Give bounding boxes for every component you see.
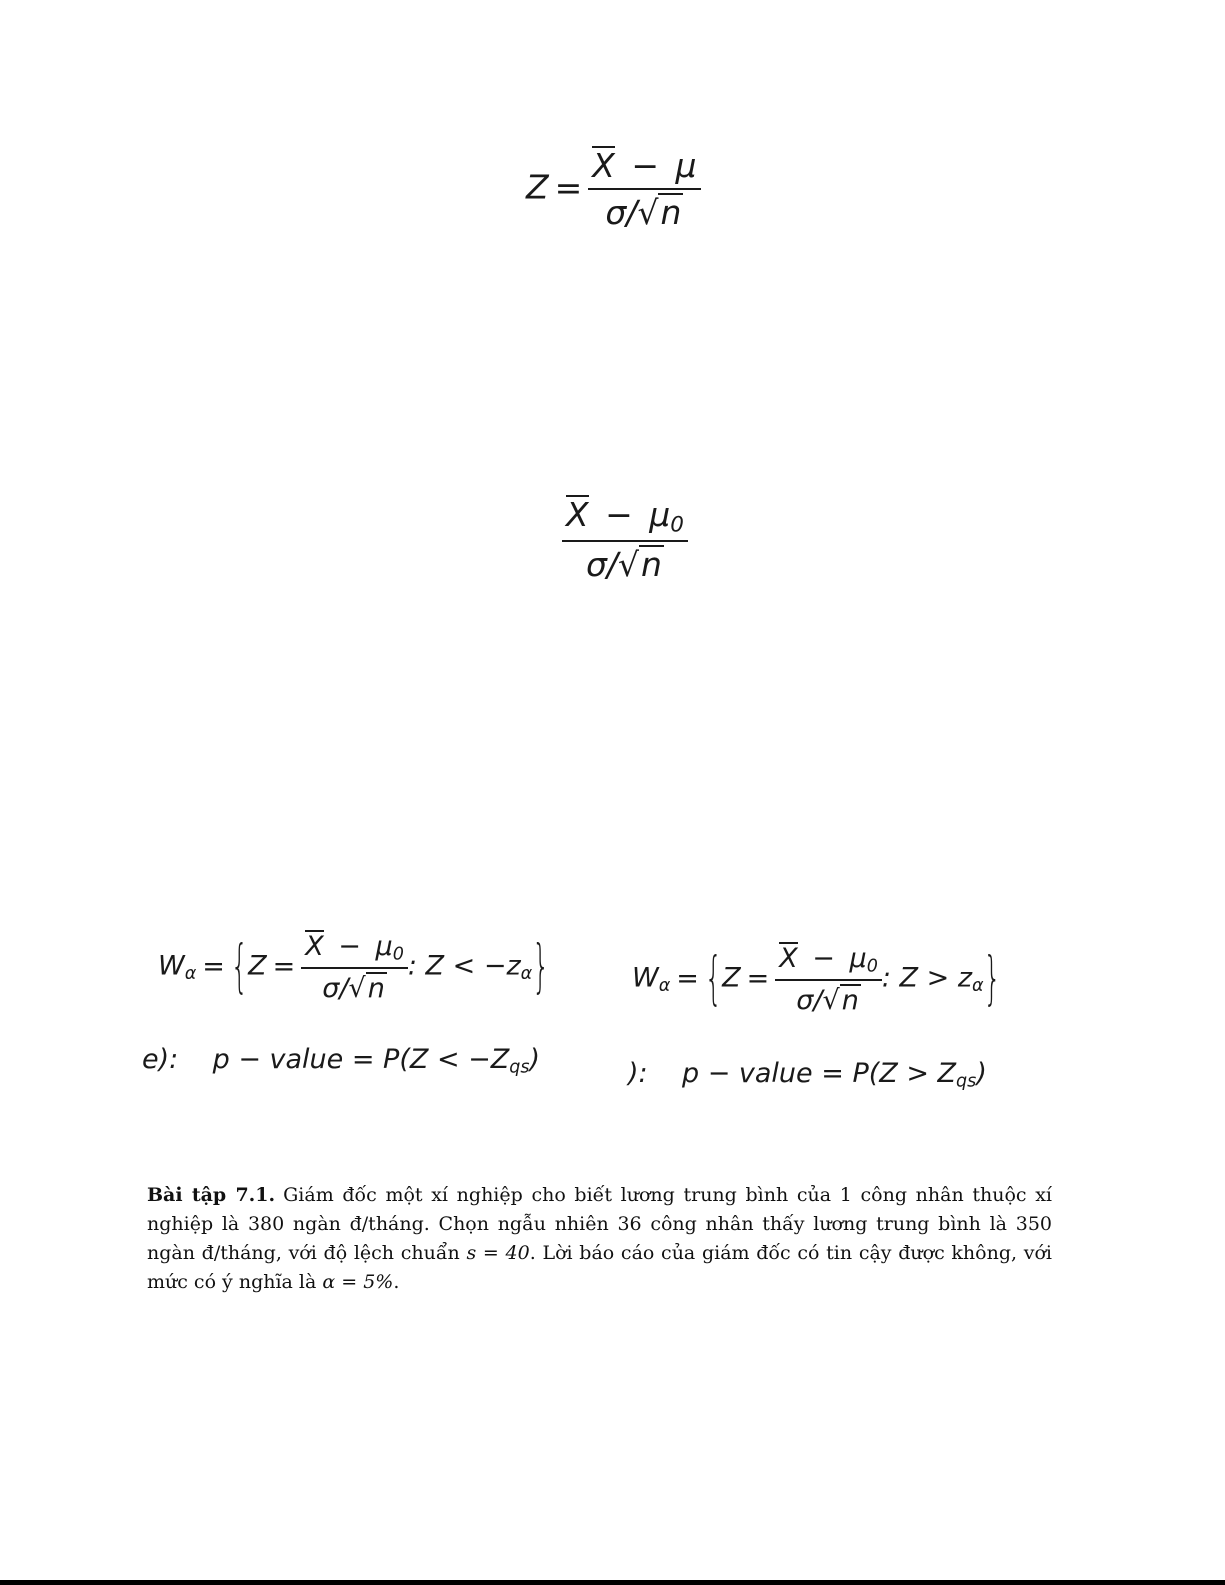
- right-region-condition: : Z > z: [881, 962, 972, 994]
- test-statistic-numerator: $X - \mu_0$: [566, 495, 684, 538]
- sqrt-icon: √: [348, 973, 366, 1005]
- test-statistic-formula: [562, 495, 688, 584]
- right-p-value-prefix: ):: [628, 1058, 648, 1089]
- alpha-value: α = 5%: [322, 1271, 394, 1293]
- left-tail-rejection-region: $W_\alpha = \{Z$ = $\frac{X - \mu_0}{\sigma/√n}$ : $Z < -z_\alpha$}: [158, 931, 550, 1005]
- exercise-text-part-1: Giám đốc một xí nghiệp cho biết lương trung bình của 1 công nhân thuộc xí nghiệp là 380 ngàn đ/tháng. Chọn ngẫu nhiên 36 công nhân thấy lương trung bình là 350 ngàn đ/tháng, với độ lệch chuẩn: [147, 1184, 1052, 1264]
- z-formula-lhs: Z: [526, 167, 549, 207]
- sample-mean-symbol: X: [592, 146, 615, 185]
- left-brace-icon: {: [704, 946, 723, 1012]
- sqrt-icon: √: [637, 193, 659, 232]
- sample-mean-symbol: X: [779, 943, 798, 974]
- left-brace-icon: {: [230, 934, 249, 1000]
- left-region-fraction: $\frac{X - \mu_0}{\sigma/√n}$: [301, 930, 408, 1004]
- exercise-heading: Bài tập 7.1.: [147, 1184, 276, 1206]
- left-p-value-prefix: e):: [142, 1044, 179, 1075]
- left-p-value-expression: p − value = P(Z < −Z: [212, 1044, 510, 1075]
- right-p-value-formula: ): p − value = $P(Z > Z_{qs})$: [628, 1058, 987, 1092]
- sqrt-icon: √: [822, 985, 840, 1017]
- z-formula-numerator: X − μ: [592, 146, 697, 185]
- page-bottom-border: [0, 1580, 1225, 1585]
- test-statistic-fraction: [562, 495, 688, 584]
- std-dev-value: s = 40: [466, 1242, 530, 1264]
- z-formula-equals: =: [554, 167, 583, 207]
- z-formula-fraction: [588, 146, 700, 232]
- left-region-condition: : Z < −z: [407, 950, 521, 982]
- sample-mean-symbol: X: [305, 931, 324, 962]
- exercise-text-part-3: .: [393, 1271, 400, 1293]
- right-p-value-expression: p − value = P(Z > Z: [681, 1058, 957, 1089]
- right-brace-icon: }: [532, 934, 550, 1000]
- exercise-paragraph: [147, 1181, 1052, 1297]
- left-p-value-formula: e): p − value = $P(Z < -Z_{qs})$: [142, 1044, 541, 1078]
- sample-mean-symbol: X: [566, 495, 589, 534]
- right-region-fraction: $\frac{X - \mu_0}{\sigma/√n}$: [775, 942, 882, 1016]
- test-statistic-denominator: σ/√n: [585, 545, 662, 585]
- z-formula-denominator: σ/√n: [605, 193, 682, 232]
- sqrt-icon: √: [618, 545, 640, 585]
- right-brace-icon: }: [983, 946, 1001, 1012]
- z-formula: [526, 146, 701, 232]
- mu-symbol: μ: [675, 146, 697, 185]
- right-tail-rejection-region: $W_\alpha = \{Z$ = $\frac{X - \mu_0}{\sigma/√n}$ : $Z > z_\alpha$}: [632, 943, 1001, 1017]
- exercise-text-part-2: . Lời báo cáo của giám đốc có tin cậy được không, với mức có ý nghĩa là: [147, 1242, 1052, 1293]
